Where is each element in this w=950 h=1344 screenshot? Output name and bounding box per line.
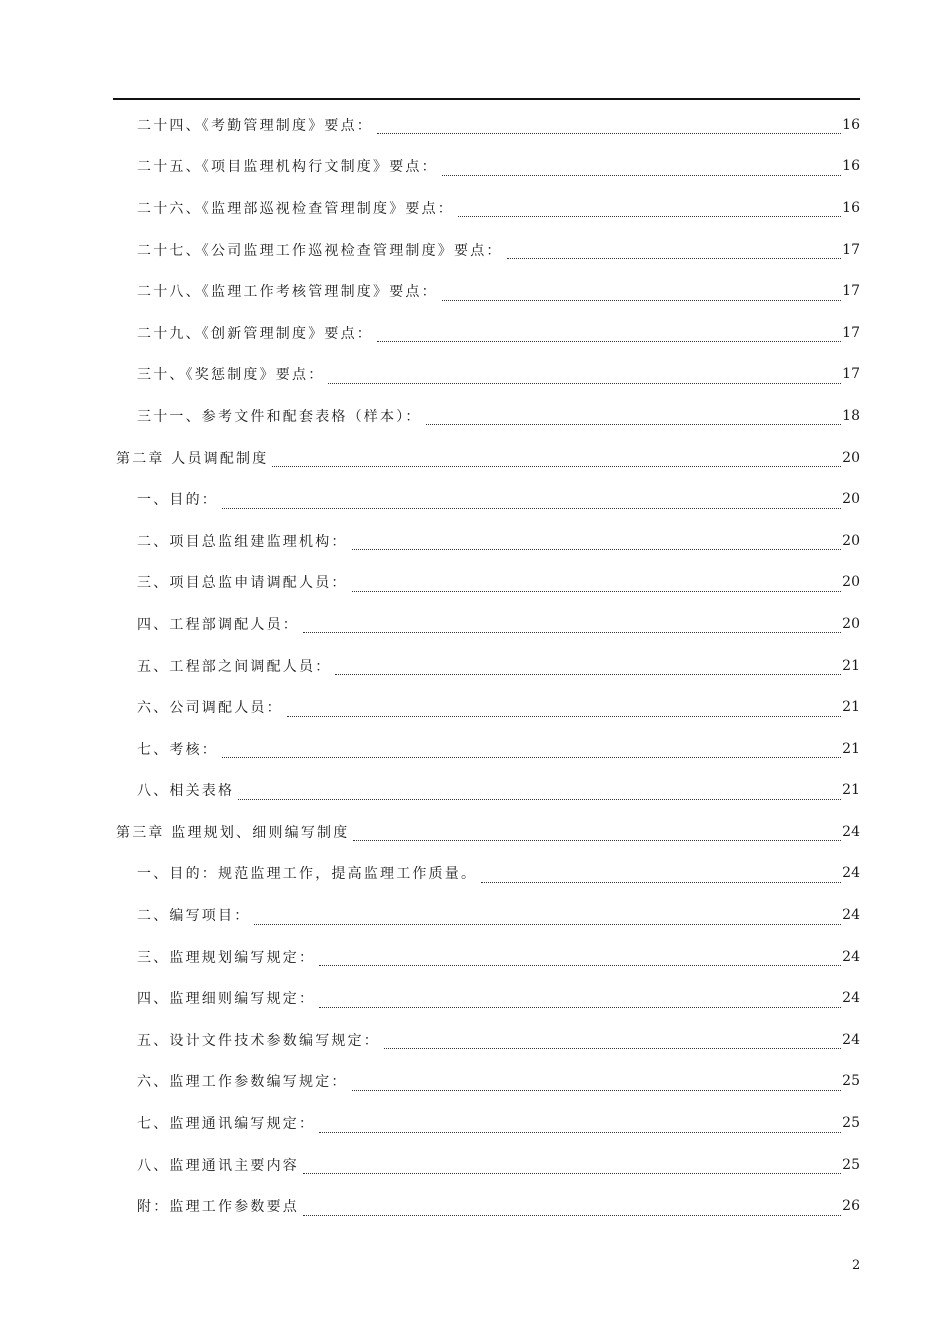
- toc-entry-label: 二十五、《项目监理机构行文制度》要点：: [137, 159, 438, 176]
- toc-entry-page: 16: [842, 116, 860, 133]
- toc-entry[interactable]: [113, 1144, 860, 1186]
- toc-entry-label: 四、工程部调配人员：: [137, 616, 299, 633]
- toc-entry-label: 五、设计文件技术参数编写规定：: [137, 1032, 380, 1049]
- toc-entry[interactable]: [113, 977, 860, 1019]
- toc-dot-leader: [222, 496, 841, 509]
- toc-dot-leader: [377, 121, 841, 134]
- toc-entry-label: 二、项目总监组建监理机构：: [137, 533, 348, 550]
- toc-entry-page: 25: [842, 1156, 860, 1173]
- toc-entry-label: 二十四、《考勤管理制度》要点：: [137, 117, 373, 134]
- toc-dot-leader: [352, 579, 842, 592]
- toc-dot-leader: [384, 1036, 841, 1049]
- toc-dot-leader: [319, 1120, 841, 1133]
- toc-entry-page: 16: [842, 199, 860, 216]
- page-number: 2: [852, 1258, 861, 1273]
- toc-entry-page: 24: [842, 990, 860, 1007]
- toc-entry[interactable]: [113, 728, 860, 770]
- toc-dot-leader: [352, 537, 842, 550]
- toc-entry-page: 24: [842, 948, 860, 965]
- toc-entry[interactable]: [113, 478, 860, 520]
- toc-dot-leader: [319, 953, 841, 966]
- toc-entry[interactable]: [113, 770, 860, 812]
- toc-entry-page: 26: [842, 1198, 860, 1215]
- toc-entry[interactable]: [113, 520, 860, 562]
- toc-entry-label: 二十七、《公司监理工作巡视检查管理制度》要点：: [137, 242, 503, 259]
- toc-dot-leader: [458, 204, 841, 217]
- toc-entry[interactable]: [113, 312, 860, 354]
- toc-entry-label: 第二章 人员调配制度: [116, 450, 269, 467]
- toc-dot-leader: [222, 745, 841, 758]
- toc-dot-leader: [303, 1203, 841, 1216]
- toc-entry[interactable]: [113, 1185, 860, 1227]
- table-of-contents: [113, 104, 860, 1227]
- toc-entry-page: 21: [842, 657, 860, 674]
- toc-dot-leader: [303, 620, 841, 633]
- toc-entry[interactable]: [113, 1019, 860, 1061]
- toc-entry[interactable]: [113, 229, 860, 271]
- toc-entry-page: 21: [842, 782, 860, 799]
- toc-entry-label: 附：监理工作参数要点: [137, 1199, 299, 1216]
- toc-entry-label: 三十一、参考文件和配套表格（样本）：: [137, 408, 422, 425]
- toc-dot-leader: [442, 288, 841, 301]
- toc-chapter-entry[interactable]: [113, 811, 860, 853]
- toc-entry[interactable]: [113, 187, 860, 229]
- toc-entry-label: 六、监理工作参数编写规定：: [137, 1074, 348, 1091]
- toc-entry-label: 第三章 监理规划、细则编写制度: [116, 824, 350, 841]
- toc-entry[interactable]: [113, 104, 860, 146]
- toc-entry[interactable]: [113, 1102, 860, 1144]
- toc-entry[interactable]: [113, 1061, 860, 1103]
- toc-entry-label: 一、目的：: [137, 492, 218, 509]
- toc-dot-leader: [353, 828, 841, 841]
- toc-dot-leader: [328, 371, 841, 384]
- toc-entry-label: 三、项目总监申请调配人员：: [137, 575, 348, 592]
- toc-dot-leader: [507, 246, 842, 259]
- toc-entry[interactable]: [113, 894, 860, 936]
- toc-entry[interactable]: [113, 395, 860, 437]
- toc-entry-label: 三十、《奖惩制度》要点：: [137, 367, 325, 384]
- toc-entry-label: 二十九、《创新管理制度》要点：: [137, 325, 373, 342]
- toc-entry-label: 八、相关表格: [137, 783, 235, 800]
- toc-entry[interactable]: [113, 354, 860, 396]
- toc-entry-label: 二、编写项目：: [137, 908, 251, 925]
- toc-entry-label: 三、监理规划编写规定：: [137, 949, 316, 966]
- toc-dot-leader: [481, 870, 841, 883]
- toc-entry-page: 25: [842, 1073, 860, 1090]
- toc-entry-label: 二十六、《监理部巡视检查管理制度》要点：: [137, 200, 454, 217]
- toc-entry-page: 20: [842, 449, 860, 466]
- toc-entry-page: 21: [842, 740, 860, 757]
- toc-entry-page: 24: [842, 865, 860, 882]
- toc-dot-leader: [377, 329, 841, 342]
- toc-dot-leader: [426, 412, 842, 425]
- toc-entry-label: 五、工程部之间调配人员：: [137, 658, 332, 675]
- toc-dot-leader: [238, 787, 841, 800]
- toc-dot-leader: [352, 1078, 842, 1091]
- toc-entry-page: 20: [842, 532, 860, 549]
- toc-entry[interactable]: [113, 562, 860, 604]
- toc-entry-page: 24: [842, 823, 860, 840]
- toc-entry-page: 24: [842, 1031, 860, 1048]
- toc-entry[interactable]: [113, 146, 860, 188]
- toc-entry-page: 17: [842, 366, 860, 383]
- toc-entry-label: 七、监理通讯编写规定：: [137, 1116, 316, 1133]
- toc-entry-page: 17: [842, 241, 860, 258]
- toc-entry-label: 七、考核：: [137, 741, 218, 758]
- toc-dot-leader: [319, 995, 841, 1008]
- toc-dot-leader: [272, 454, 841, 467]
- header-rule: [113, 98, 860, 100]
- toc-entry-label: 四、监理细则编写规定：: [137, 991, 316, 1008]
- toc-entry-page: 20: [842, 574, 860, 591]
- toc-entry-page: 17: [842, 283, 860, 300]
- toc-entry[interactable]: [113, 686, 860, 728]
- toc-dot-leader: [287, 704, 841, 717]
- toc-entry[interactable]: [113, 645, 860, 687]
- toc-entry-page: 20: [842, 615, 860, 632]
- toc-entry-label: 八、监理通讯主要内容: [137, 1157, 299, 1174]
- toc-entry-page: 16: [842, 158, 860, 175]
- toc-entry-page: 24: [842, 907, 860, 924]
- toc-dot-leader: [335, 662, 841, 675]
- toc-chapter-entry[interactable]: [113, 437, 860, 479]
- toc-entry-page: 18: [842, 407, 860, 424]
- toc-entry-label: 六、公司调配人员：: [137, 700, 283, 717]
- toc-entry[interactable]: [113, 853, 860, 895]
- toc-entry[interactable]: [113, 603, 860, 645]
- toc-entry-page: 17: [842, 324, 860, 341]
- toc-dot-leader: [254, 912, 841, 925]
- toc-entry-page: 25: [842, 1115, 860, 1132]
- toc-entry-page: 20: [842, 491, 860, 508]
- toc-entry-page: 21: [842, 699, 860, 716]
- toc-entry[interactable]: [113, 936, 860, 978]
- toc-entry-label: 一、目的：规范监理工作，提高监理工作质量。: [137, 866, 478, 883]
- toc-dot-leader: [442, 163, 841, 176]
- toc-dot-leader: [303, 1161, 841, 1174]
- toc-entry[interactable]: [113, 270, 860, 312]
- toc-entry-label: 二十八、《监理工作考核管理制度》要点：: [137, 284, 438, 301]
